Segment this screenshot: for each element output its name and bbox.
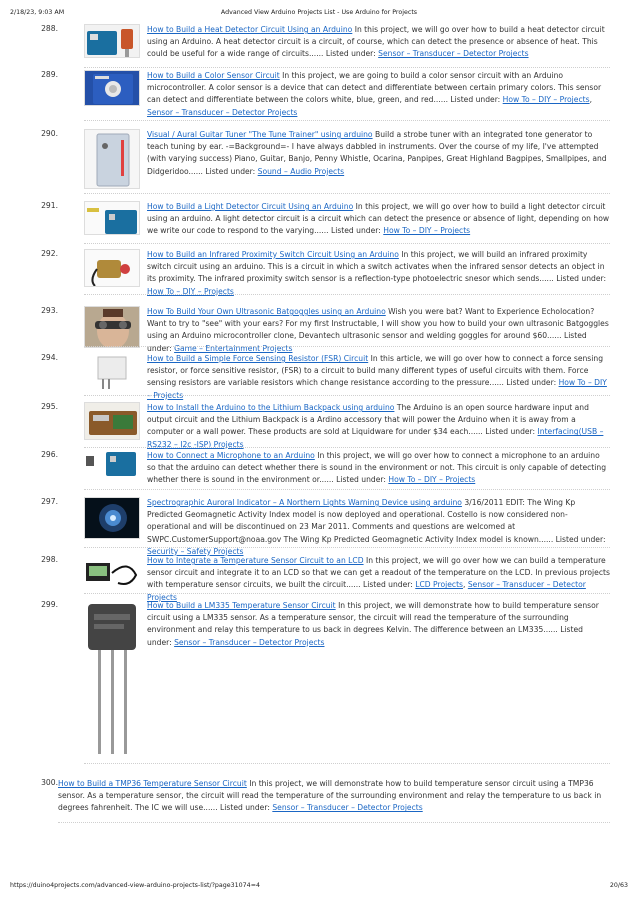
category-link[interactable]: How To – DIY – Projects [383,226,471,236]
item-text: How to Build a Heat Detector Circuit Using an Arduino In this project, we will go over how to build a heat detector circuit using an Arduino. A heat detector circuit is a circuit, of course, which can detect the presence or absence of heat. This could be useful for a wide range of circuits...... Listed under: Sensor – Transducer – Detector Projects [147,25,605,59]
divider [84,120,610,121]
item-number: 291. [41,201,58,210]
print-header [10,9,628,21]
divider [84,489,610,490]
item-number: 297. [41,497,58,506]
category-link[interactable]: Sensor – Transducer – Detector Projects [147,580,586,602]
page-number: 20/63 [609,882,628,889]
project-link[interactable]: How to Build a TMP36 Temperature Sensor Circuit [58,779,247,788]
category-link[interactable]: Security – Safety Projects [147,546,244,556]
project-thumbnail[interactable] [84,249,140,287]
item-text: How to Integrate a Temperature Sensor Circuit to an LCD In this project, we will go over how we can build a temperature sensor circuit and integrate it to an LCD so that we can get a readout of the temperature on the LCD. In previous projects with temperature sensor circuits, we built the circuit...... Listed under: LCD Projects, Sensor – Transducer – Detector Projects [147,556,610,602]
item-text: How to Build an Infrared Proximity Switch Circuit Using an Arduino In this project, we will build an infrared proximity switch circuit using an arduino. This is a circuit in which a switch activates when the infrared sensor detects an object in its proximity. The infrared proximity switch sensor is a reflection-type photoelectric snesor which sends...... Listed under: How To – DIY – Projects [147,250,607,296]
item-text: How to Connect a Microphone to an Arduino In this project, we will go over how to connect a microphone to an arduino so that the arduino can detect whether there is sound in the environment or not. This circuit is only capable of detecting whether there is sound in the environment or...... Listed under: How To – DIY – Projects [147,451,607,485]
category-link[interactable]: How To – DIY – Projects [502,95,590,105]
project-thumbnail[interactable] [84,555,140,591]
divider [84,763,610,764]
category-link[interactable]: Interfacing(USB – RS232 – I2c -ISP) Projects [147,427,604,449]
divider [84,547,610,548]
item-text: How To Build Your Own Ultrasonic Batgoggles using an Arduino Wish you were bat? Want to Experience Echolocation? Want to try to "see" with your ears? For my first Instructable, I will show you how to build your own ultrasonic Batgoggles using an Arduino microcontroller clone, Devantech ultrasonic sensor and welding goggles for around $60...... Listed under: Game – Entertainment Projects [147,307,609,353]
project-thumbnail[interactable] [84,24,140,58]
project-thumbnail[interactable] [84,450,140,480]
category-link[interactable]: Sensor – Transducer – Detector Projects [147,107,298,117]
list-item [28,450,610,490]
print-datetime: 2/18/23, 9:03 AM [10,9,65,16]
item-text: How to Build a LM335 Temperature Sensor Circuit In this project, we will demonstrate how to build temperature sensor circuit using a LM335 sensor. As a temperature sensor, the circuit will read the temperature of the surrounding environment and relay this temperature to us back in degrees Kelvin. The difference between an LM335...... Listed under: Sensor – Transducer – Detector Projects [147,601,599,647]
item-number: 289. [41,70,58,79]
divider [58,822,610,823]
category-link[interactable]: Sensor – Transducer – Detector Projects [378,49,529,59]
project-thumbnail[interactable] [84,402,140,440]
item-text: How to Build a Simple Force Sensing Resistor (FSR) Circuit In this article, we will go over how to connect a force sensing resistor, or force sensitive resistor, (FSR) to a circuit to build many different types of useful circuits with them. Force sensing resistors are variable resistors which change resistance according to the pressure...... Listed under: How To – DIY – Projects [147,354,607,400]
list-item [28,402,610,449]
item-text: How to Build a Light Detector Circuit Using an Arduino In this project, we will go over how to build a light detector circuit using an arduino. A light detector circuit is a circuit which can detect the presence or absence of light, depending on how we write our code to respond to the varying...... Listed under: How To – DIY – Projects [147,202,610,236]
divider [84,243,610,244]
item-text: How to Build a Color Sensor Circuit In this project, we are going to build a color sensor circuit with an Arduino microcontroller. A color sensor is a device that can detect and differentiate between certain primary colors. This sensor can detect and differentiate between the colors white, blue, green, and red...... Listed under: How To – DIY – Projects, Sensor – Transducer – Detector Projects [147,71,602,117]
project-thumbnail[interactable] [84,306,140,348]
project-link[interactable]: How to Connect a Microphone to an Arduino [147,451,315,460]
list-item [28,778,610,812]
project-thumbnail[interactable] [84,129,140,189]
project-link[interactable]: Spectrographic Auroral Indicator – A Northern Lights Warning Device using arduino [147,498,462,507]
divider [84,593,610,594]
category-link[interactable]: How To – DIY – Projects [147,286,234,296]
print-url: https://duino4projects.com/advanced-view-arduino-projects-list/?page31074=4 [10,882,260,889]
item-number: 295. [41,402,58,411]
list-item [28,129,610,191]
project-link[interactable]: How to Build a Light Detector Circuit Using an Arduino [147,202,354,211]
project-thumbnail[interactable] [84,201,140,235]
category-link[interactable]: How To – DIY – Projects [147,378,607,400]
list-item [28,70,610,116]
item-text: Visual / Aural Guitar Tuner "The Tune Trainer" using arduino Build a strobe tuner with an integrated tone generator to teach tuning by ear. -=Background=- I have always dabbled in instruments. Over the course of my life, I've attempted (with varying success) Piano, Guitar, Banjo, Penny Whistle, Ocarina, Panpipes, Great Highland Bagpipes, Smallpipes, and Didgeridoo...... Listed under: Sound – Audio Projects [147,130,607,176]
list-item [28,249,610,296]
project-thumbnail[interactable] [84,353,140,389]
project-link[interactable]: How to Build a LM335 Temperature Sensor Circuit [147,601,336,610]
project-link[interactable]: How To Build Your Own Ultrasonic Batgoggles using an Arduino [147,307,386,316]
list-item [28,353,610,400]
project-link[interactable]: How to Build a Simple Force Sensing Resistor (FSR) Circuit [147,354,369,363]
item-number: 294. [41,353,58,362]
category-link[interactable]: LCD Projects [415,580,463,590]
item-number: 288. [41,24,58,33]
project-link[interactable]: Visual / Aural Guitar Tuner "The Tune Trainer" using arduino [147,130,373,139]
print-title: Advanced View Arduino Projects List - Use Arduino for Projects [220,9,418,16]
list-item [28,497,610,556]
list-item [28,201,610,239]
item-number: 292. [41,249,58,258]
project-link[interactable]: How to Build a Color Sensor Circuit [147,71,280,80]
project-thumbnail[interactable] [84,600,140,758]
divider [84,395,610,396]
item-number: 298. [41,555,58,564]
item-number: 300. [41,778,58,787]
project-link[interactable]: How to Build an Infrared Proximity Switch Circuit Using an Arduino [147,250,399,259]
project-link[interactable]: How to Integrate a Temperature Sensor Circuit to an LCD [147,556,364,565]
list-item [28,555,610,602]
project-link[interactable]: How to Build a Heat Detector Circuit Using an Arduino [147,25,353,34]
list-item [28,24,610,64]
project-thumbnail[interactable] [84,497,140,539]
item-text: How to Install the Arduino to the Lithium Backpack using arduino The Arduino is an open source hardware input and output circuit and the Lithium Backpack is a Ardino accessory that will power the Arduino when it is away from a computer or a wall power. These products are sold at Liquidware for under $34 each...... Listed under: Interfacing(USB – RS232 – I2c -ISP) Projects [147,403,604,449]
project-thumbnail[interactable] [84,70,140,106]
item-number: 296. [41,450,58,459]
list-item [28,306,610,353]
item-text: How to Build a TMP36 Temperature Sensor Circuit In this project, we will demonstrate how to build temperature sensor circuit using a TMP36 sensor. As a temperature sensor, the circuit will read the temperature of the surrounding environment and relay the temperature to us back in degrees fahrenheit. The IC we will use...... Listed under: Sensor – Transducer – Detector Projects [58,779,602,813]
divider [84,346,610,347]
category-link[interactable]: How To – DIY – Projects [388,475,476,485]
divider [84,67,610,68]
item-number: 299. [41,600,58,609]
divider [84,447,610,448]
divider [84,193,610,194]
category-link[interactable]: Sound – Audio Projects [257,166,345,176]
project-link[interactable]: How to Install the Arduino to the Lithium Backpack using arduino [147,403,395,412]
category-link[interactable]: Sensor – Transducer – Detector Projects [272,803,423,813]
item-text: Spectrographic Auroral Indicator – A Northern Lights Warning Device using arduino 3/16/2011 EDIT: The Wing Kp Predicted Geomagnetic Activity Index model is now deployed and operational. Costello is now considered non-operational and will be discontinued on 23 Mar 2011. Comments and questions are welcomed at SWPC.CustomerSupport@noaa.gov The Wing Kp Predicted Geomagnetic Activity Index model is known...... Listed under: Security – Safety Projects [147,498,606,556]
category-link[interactable]: Game – Entertainment Projects [174,343,293,353]
category-link[interactable]: Sensor – Transducer – Detector Projects [174,637,325,647]
divider [84,294,610,295]
item-number: 290. [41,129,58,138]
print-footer [10,882,628,892]
item-number: 293. [41,306,58,315]
list-item [28,600,610,762]
